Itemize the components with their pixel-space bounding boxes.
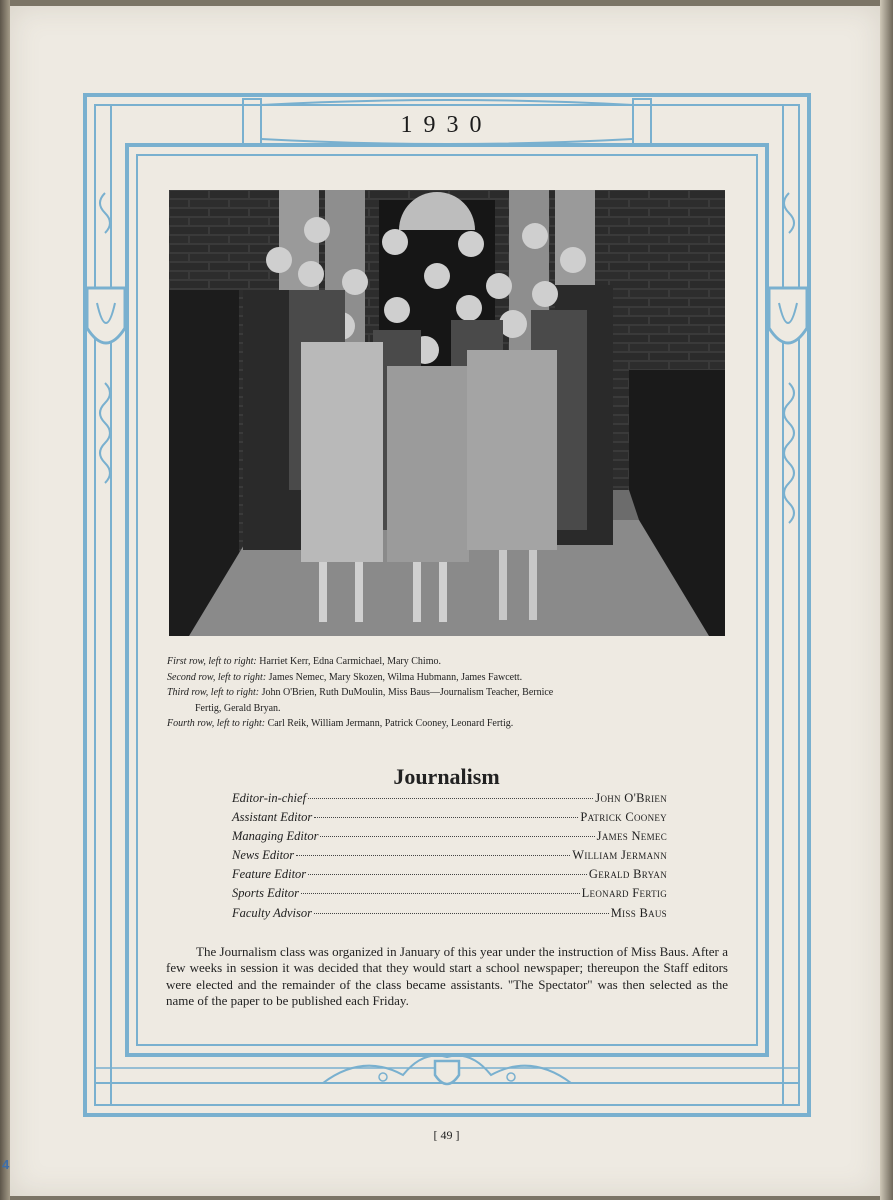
staff-row [232,829,667,848]
leader-dots [296,855,570,856]
staff-role: Assistant Editor [232,810,313,825]
staff-row [232,791,667,810]
caption-row-3: Third row, left to right: John O'Brien, Ruth DuMoulin, Miss Baus—Journalism Teacher, Bernice [167,687,554,698]
staff-name: James Nemec [596,829,667,844]
leader-dots [314,913,609,914]
staff-role: Managing Editor [232,829,319,844]
book-spine [0,0,10,1200]
corner-mark: 4 [2,1157,10,1172]
staff-row [232,867,667,886]
staff-row [232,810,667,829]
photo-captions [167,654,729,732]
group-photo [169,190,725,636]
staff-row [232,906,667,925]
staff-row [232,886,667,905]
caption-row-4: Fourth row, left to right: Carl Reik, William Jermann, Patrick Cooney, Leonard Fertig. [167,718,514,729]
staff-row [232,848,667,867]
leader-dots [308,874,587,875]
staff-name: William Jermann [572,848,667,863]
page-edge [880,0,893,1200]
year-title: 1930 [400,112,493,138]
staff-role: Feature Editor [232,867,307,882]
leader-dots [320,836,594,837]
page-number: [ 49 ] [433,1128,460,1142]
staff-role: Faculty Advisor [232,905,312,920]
section-title: Journalism [393,764,500,789]
body-paragraph: The Journalism class was organized in January of this year under the instruction of Miss Baus. After a few weeks in session it was decided that they would start a school newspaper; thereupon the Staff editors were elected and the remainder of the class became assistants. "The Spectator" was then selected as the name of the paper to be published each Friday. [166,944,728,1008]
caption-row-2: Second row, left to right: James Nemec, Mary Skozen, Wilma Hubmann, James Fawcett. [167,671,523,683]
caption-row-1: First row, left to right: Harriet Kerr, Edna Carmichael, Mary Chimo. [167,656,441,667]
staff-name: Patrick Cooney [580,810,667,825]
staff-list [232,791,667,925]
staff-name: John O'Brien [595,791,667,805]
leader-dots [308,798,593,799]
staff-role: Sports Editor [232,886,300,901]
leader-dots [301,893,580,894]
staff-role: Editor-in-chief [232,791,307,805]
staff-role: News Editor [232,848,295,863]
leader-dots [314,817,578,818]
staff-name: Gerald Bryan [588,867,667,882]
staff-name: Miss Baus [610,905,667,920]
group-photo-icon [169,190,725,636]
staff-name: Leonard Fertig [581,886,667,901]
caption-row-3-continued: Fertig, Gerald Bryan. [195,702,281,714]
